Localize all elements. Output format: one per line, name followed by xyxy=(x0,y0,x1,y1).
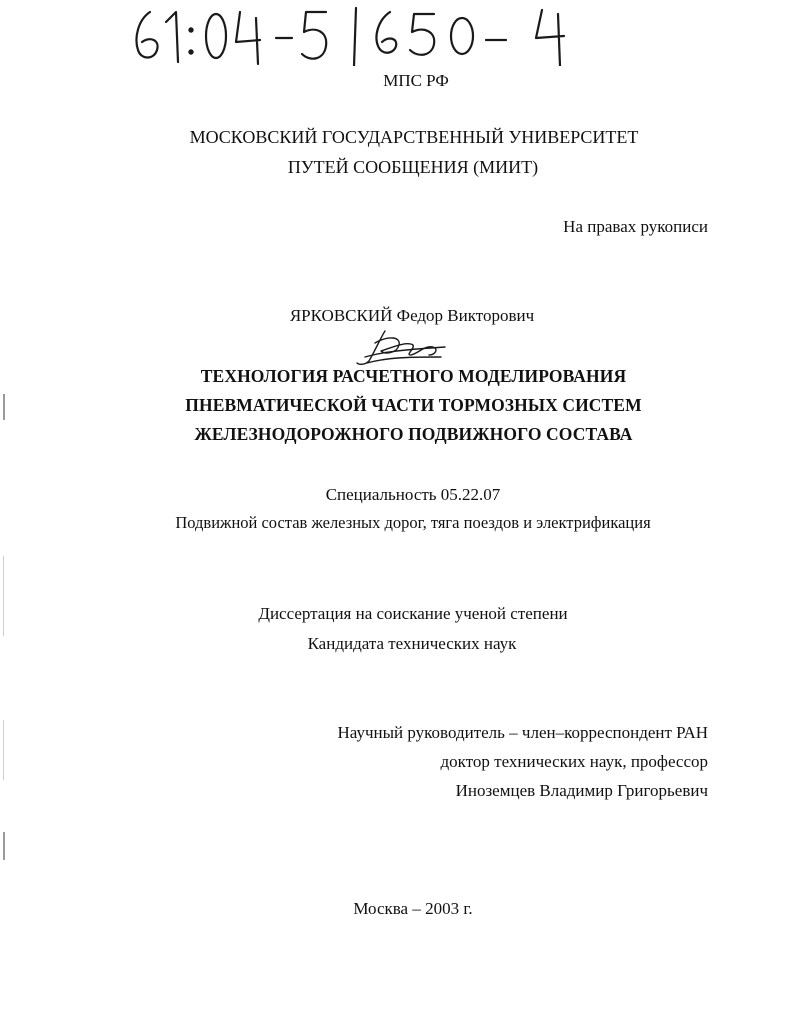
ministry-name: МПС РФ xyxy=(383,71,449,90)
supervisor-name: Иноземцев Владимир Григорьевич xyxy=(455,781,708,800)
place-and-year: Москва – 2003 г. xyxy=(353,899,473,918)
scan-artifact xyxy=(3,720,4,780)
author-signature xyxy=(355,327,451,367)
dissertation-title-line-3: ЖЕЛЕЗНОДОРОЖНОГО ПОДВИЖНОГО СОСТАВА xyxy=(194,424,633,444)
specialty-name: Подвижной состав железных дорог, тяга поездов и электрификация xyxy=(175,513,651,532)
scan-artifact xyxy=(3,832,5,860)
handwritten-archive-code xyxy=(128,4,598,66)
author-name: ЯРКОВСКИЙ Федор Викторович xyxy=(289,306,535,325)
rights-note: На правах рукописи xyxy=(563,217,708,236)
degree-line-2: Кандидата технических наук xyxy=(307,634,517,653)
dissertation-title-line-1: ТЕХНОЛОГИЯ РАСЧЕТНОГО МОДЕЛИРОВАНИЯ xyxy=(200,366,627,386)
degree-line-1: Диссертация на соискание ученой степени xyxy=(258,604,568,623)
supervisor-line-1: Научный руководитель – член–корреспондент РАН xyxy=(337,723,708,742)
university-name-line-1: МОСКОВСКИЙ ГОСУДАРСТВЕННЫЙ УНИВЕРСИТЕТ xyxy=(189,127,639,147)
scan-artifact xyxy=(3,394,5,420)
supervisor-line-2: доктор технических наук, профессор xyxy=(440,752,708,771)
university-name-line-2: ПУТЕЙ СООБЩЕНИЯ (МИИТ) xyxy=(287,157,539,177)
scan-artifact xyxy=(3,556,4,636)
specialty-code: Специальность 05.22.07 xyxy=(325,485,501,504)
dissertation-title-line-2: ПНЕВМАТИЧЕСКОЙ ЧАСТИ ТОРМОЗНЫХ СИСТЕМ xyxy=(185,395,642,415)
